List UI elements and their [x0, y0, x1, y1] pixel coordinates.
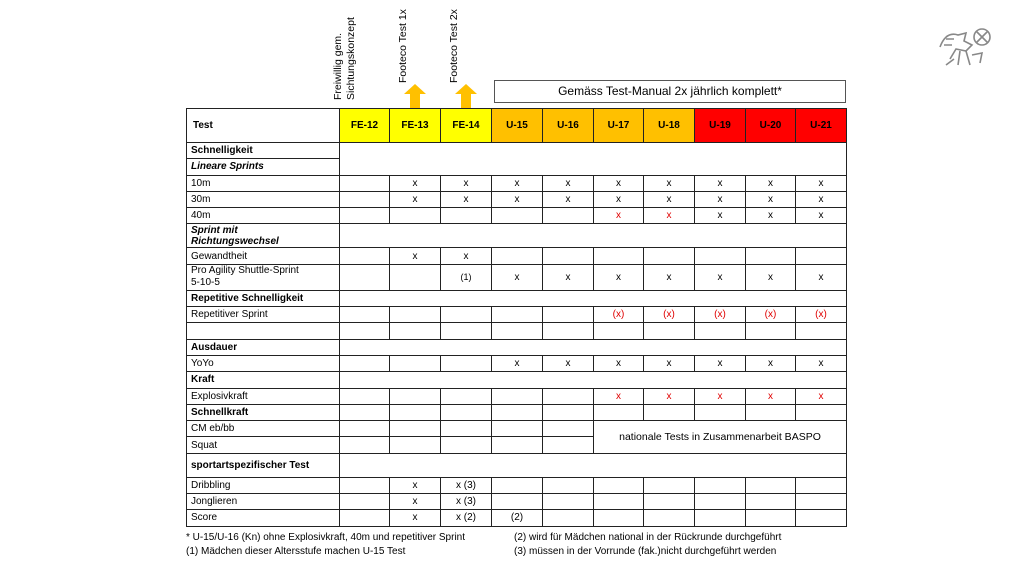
header-fe12: FE-12 — [340, 109, 390, 143]
table-cell — [340, 248, 390, 264]
table-cell — [390, 388, 441, 404]
subsection-label-line: Sprint mit — [191, 224, 238, 236]
table-cell: x — [543, 191, 594, 207]
table-cell: x — [746, 191, 796, 207]
table-cell: x — [796, 264, 847, 290]
table-cell — [594, 404, 644, 420]
empty-merged-cell — [340, 290, 847, 306]
table-cell — [441, 355, 492, 371]
table-cell: (x) — [594, 307, 644, 323]
table-cell: x — [695, 355, 746, 371]
table-row — [187, 191, 847, 207]
table-cell: x — [695, 388, 746, 404]
row-label — [187, 323, 340, 339]
table-cell — [441, 421, 492, 437]
table-row — [187, 248, 847, 264]
table-cell — [340, 437, 390, 453]
table-cell — [594, 494, 644, 510]
table-cell: x — [594, 191, 644, 207]
subsection-label: Schnellkraft — [187, 404, 340, 420]
table-cell: x — [796, 208, 847, 224]
table-cell: (x) — [746, 307, 796, 323]
row-label: Repetitiver Sprint — [187, 307, 340, 323]
table-cell — [644, 477, 695, 493]
table-cell — [390, 404, 441, 420]
table-cell — [492, 437, 543, 453]
table-cell — [543, 477, 594, 493]
table-row — [187, 264, 847, 290]
row-label-line: Pro Agility Shuttle-Sprint — [191, 265, 299, 277]
table-cell — [796, 404, 847, 420]
table-cell: x — [644, 388, 695, 404]
footnote-star: * U-15/U-16 (Kn) ohne Explosivkraft, 40m und repetitiver Sprint — [186, 532, 466, 543]
table-cell — [340, 191, 390, 207]
table-cell — [340, 175, 390, 191]
table-cell — [492, 323, 543, 339]
table-cell: x — [441, 175, 492, 191]
table-cell — [644, 323, 695, 339]
table-cell — [543, 388, 594, 404]
table-cell — [796, 494, 847, 510]
column-label-line: Sichtungskonzept — [345, 17, 357, 100]
table-cell — [695, 404, 746, 420]
row-label: CM eb/bb — [187, 421, 340, 437]
table-row — [187, 477, 847, 493]
table-cell — [492, 307, 543, 323]
table-cell — [492, 388, 543, 404]
table-cell: x — [390, 494, 441, 510]
header-fe14: FE-14 — [441, 109, 492, 143]
header-u20: U-20 — [746, 109, 796, 143]
table-cell: x — [796, 355, 847, 371]
table-cell — [340, 510, 390, 526]
section-label: Kraft — [187, 372, 340, 388]
table-row — [187, 510, 847, 526]
table-cell — [390, 437, 441, 453]
footnotes-left — [186, 531, 465, 559]
table-cell: x — [594, 264, 644, 290]
table-cell: (1) — [441, 264, 492, 290]
table-cell — [746, 248, 796, 264]
table-cell — [492, 421, 543, 437]
empty-merged-cell — [340, 339, 847, 355]
table-cell — [746, 477, 796, 493]
table-cell: x (2) — [441, 510, 492, 526]
row-label: Jonglieren — [187, 494, 340, 510]
arrow-up-icon — [455, 84, 477, 108]
test-matrix-table — [186, 108, 847, 527]
table-cell: x — [746, 175, 796, 191]
header-fe13: FE-13 — [390, 109, 441, 143]
table-cell: x — [441, 191, 492, 207]
table-cell — [543, 421, 594, 437]
table-cell: x — [390, 477, 441, 493]
footnote-1: (1) Mädchen dieser Altersstufe machen U-15 Test — [186, 546, 406, 557]
table-cell: x — [644, 264, 695, 290]
table-cell — [492, 248, 543, 264]
table-cell — [796, 248, 847, 264]
table-cell — [340, 208, 390, 224]
table-cell: (x) — [644, 307, 695, 323]
header-u17: U-17 — [594, 109, 644, 143]
table-row — [187, 388, 847, 404]
table-cell — [594, 248, 644, 264]
arrow-up-icon — [404, 84, 426, 108]
header-u21: U-21 — [796, 109, 847, 143]
table-cell — [492, 208, 543, 224]
table-cell — [340, 388, 390, 404]
table-row — [187, 339, 847, 355]
header-u18: U-18 — [644, 109, 695, 143]
section-label: Schnelligkeit — [187, 143, 340, 159]
table-cell: x — [594, 175, 644, 191]
subsection-label: Lineare Sprints — [187, 159, 340, 175]
footnote-3: (3) müssen in der Vorrunde (fak.)nicht durchgeführt werden — [514, 546, 777, 557]
column-label-footeco-1x — [398, 10, 428, 83]
table-cell: x — [594, 355, 644, 371]
row-label: Explosivkraft — [187, 388, 340, 404]
table-cell: x — [543, 175, 594, 191]
header-u19: U-19 — [695, 109, 746, 143]
table-cell — [594, 477, 644, 493]
table-cell: x — [644, 175, 695, 191]
table-cell — [441, 437, 492, 453]
empty-merged-cell — [340, 224, 847, 248]
table-cell: x — [746, 355, 796, 371]
empty-merged-cell — [340, 372, 847, 388]
table-cell: x (3) — [441, 477, 492, 493]
table-cell: x — [746, 388, 796, 404]
column-label-line: Footeco Test 2x — [448, 9, 460, 83]
table-cell — [543, 208, 594, 224]
subsection-label: Repetitive Schnelligkeit — [187, 290, 340, 306]
section-label: sportartspezifischer Test — [187, 453, 340, 477]
table-cell — [796, 510, 847, 526]
table-cell — [543, 248, 594, 264]
row-label: 40m — [187, 208, 340, 224]
table-cell: x — [390, 510, 441, 526]
table-cell: x — [644, 191, 695, 207]
table-cell — [746, 404, 796, 420]
table-cell: x — [492, 175, 543, 191]
table-row — [187, 372, 847, 388]
row-label-line: 5-10-5 — [191, 277, 220, 289]
table-cell: x — [796, 175, 847, 191]
subsection-label — [187, 224, 340, 248]
table-cell: x — [695, 175, 746, 191]
table-cell — [390, 208, 441, 224]
table-cell: x — [492, 355, 543, 371]
table-row — [187, 404, 847, 420]
table-cell: (x) — [796, 307, 847, 323]
table-cell — [746, 323, 796, 339]
table-cell — [695, 494, 746, 510]
table-cell — [644, 510, 695, 526]
table-cell: x — [543, 355, 594, 371]
table-cell: x — [390, 248, 441, 264]
table-cell — [644, 248, 695, 264]
table-cell — [644, 404, 695, 420]
table-cell — [340, 494, 390, 510]
column-label-freiwillig — [332, 10, 384, 100]
header-test: Test — [187, 109, 340, 143]
table-cell — [594, 323, 644, 339]
row-label: Squat — [187, 437, 340, 453]
table-cell — [543, 510, 594, 526]
table-cell: x — [644, 208, 695, 224]
row-label: Score — [187, 510, 340, 526]
row-label: Dribbling — [187, 477, 340, 493]
table-cell: x — [644, 355, 695, 371]
table-cell — [594, 510, 644, 526]
table-header-row — [187, 109, 847, 143]
table-cell — [340, 355, 390, 371]
table-cell — [390, 307, 441, 323]
footnotes-right — [514, 531, 781, 559]
row-label: Gewandtheit — [187, 248, 340, 264]
table-cell: x — [594, 208, 644, 224]
baspo-note: nationale Tests in Zusammenarbeit BASPO — [594, 421, 847, 454]
table-cell: x — [390, 175, 441, 191]
table-cell: (2) — [492, 510, 543, 526]
table-row — [187, 224, 847, 248]
row-label: 10m — [187, 175, 340, 191]
table-cell — [746, 510, 796, 526]
table-cell — [695, 510, 746, 526]
table-row — [187, 307, 847, 323]
table-cell — [796, 477, 847, 493]
table-cell — [340, 307, 390, 323]
table-cell: x — [492, 191, 543, 207]
table-cell — [340, 264, 390, 290]
table-cell: x — [594, 388, 644, 404]
table-cell — [390, 264, 441, 290]
table-cell — [340, 421, 390, 437]
table-cell — [492, 404, 543, 420]
sfv-logo-icon — [936, 25, 996, 71]
table-cell: x (3) — [441, 494, 492, 510]
table-cell: x — [796, 388, 847, 404]
table-cell — [390, 323, 441, 339]
table-cell — [390, 421, 441, 437]
table-cell — [746, 494, 796, 510]
table-cell — [441, 208, 492, 224]
table-cell — [543, 494, 594, 510]
empty-merged-cell — [340, 453, 847, 477]
table-cell — [340, 477, 390, 493]
table-cell — [390, 355, 441, 371]
table-cell — [543, 323, 594, 339]
table-cell — [644, 494, 695, 510]
row-label: YoYo — [187, 355, 340, 371]
table-row — [187, 494, 847, 510]
row-label — [187, 264, 340, 290]
table-cell: x — [746, 264, 796, 290]
table-cell — [492, 494, 543, 510]
table-cell — [543, 404, 594, 420]
table-cell: x — [695, 191, 746, 207]
row-label: 30m — [187, 191, 340, 207]
table-cell — [492, 477, 543, 493]
section-label: Ausdauer — [187, 339, 340, 355]
table-cell: x — [492, 264, 543, 290]
column-label-line: Footeco Test 1x — [397, 9, 409, 83]
table-row — [187, 143, 847, 159]
table-cell — [441, 404, 492, 420]
table-row — [187, 421, 847, 437]
table-cell — [441, 307, 492, 323]
header-u15: U-15 — [492, 109, 543, 143]
table-cell: x — [796, 191, 847, 207]
table-row — [187, 355, 847, 371]
table-cell: (x) — [695, 307, 746, 323]
table-cell — [695, 248, 746, 264]
column-label-line: Freiwillig gem. — [332, 32, 344, 100]
table-cell: x — [390, 191, 441, 207]
table-row — [187, 208, 847, 224]
table-row — [187, 323, 847, 339]
table-row — [187, 290, 847, 306]
table-cell — [441, 388, 492, 404]
table-cell: x — [746, 208, 796, 224]
empty-merged-cell — [340, 143, 847, 176]
header-u16: U-16 — [543, 109, 594, 143]
manual-note: Gemäss Test-Manual 2x jährlich komplett* — [494, 80, 846, 103]
table-cell — [340, 404, 390, 420]
table-cell: x — [441, 248, 492, 264]
table-cell — [441, 323, 492, 339]
table-cell: x — [695, 208, 746, 224]
footnote-2: (2) wird für Mädchen national in der Rückrunde durchgeführt — [514, 532, 782, 543]
table-cell — [543, 437, 594, 453]
table-cell — [543, 307, 594, 323]
column-label-footeco-2x — [449, 10, 479, 83]
subsection-label-line: Richtungswechsel — [191, 235, 279, 247]
table-cell — [695, 323, 746, 339]
table-row — [187, 175, 847, 191]
table-cell: x — [543, 264, 594, 290]
table-cell — [796, 323, 847, 339]
table-cell — [695, 477, 746, 493]
table-cell: x — [695, 264, 746, 290]
table-cell — [340, 323, 390, 339]
table-row — [187, 453, 847, 477]
